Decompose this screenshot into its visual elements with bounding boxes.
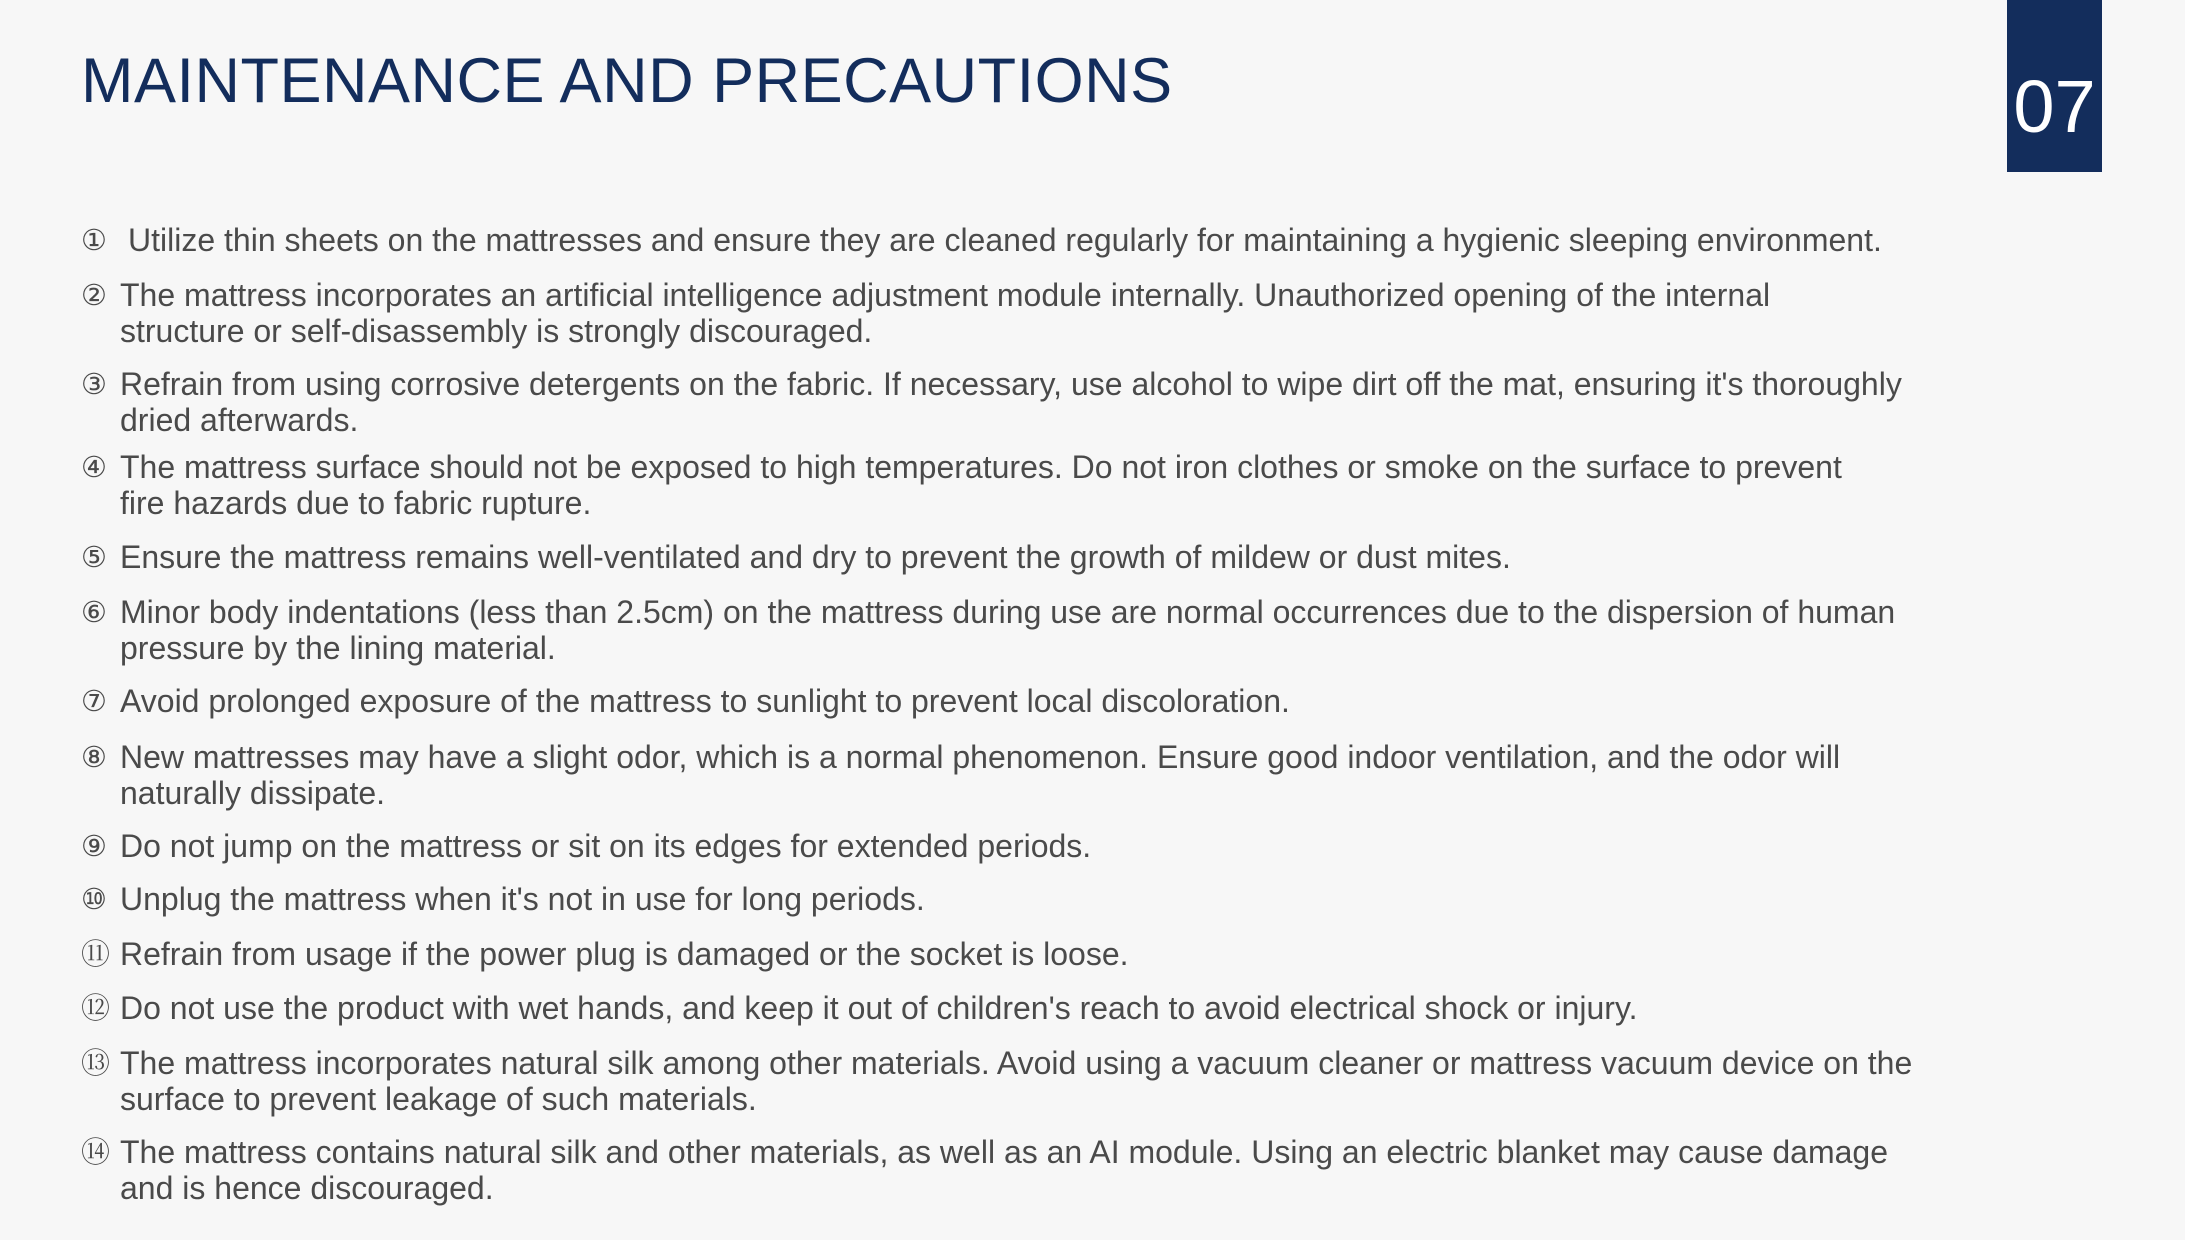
list-item <box>81 222 2121 258</box>
item-text: The mattress incorporates an artificial intelligence adjustment module internally. Unauthorized opening of the internal structure or self-disassembly is strongly discouraged. <box>120 277 1771 349</box>
list-item <box>81 739 2121 811</box>
item-text: Utilize thin sheets on the mattresses and ensure they are cleaned regularly for maintaining a hygienic sleeping environment. <box>128 222 1882 258</box>
list-item <box>81 277 2121 349</box>
item-number: ⑫ <box>81 991 111 1025</box>
list-item <box>81 594 2121 666</box>
page-title: MAINTENANCE AND PRECAUTIONS <box>81 46 1173 116</box>
item-text: Minor body indentations (less than 2.5cm) on the mattress during use are normal occurrences due to the dispersion of human pressure by the lining material. <box>120 594 1896 666</box>
item-number: ⑩ <box>81 882 107 916</box>
item-text: New mattresses may have a slight odor, which is a normal phenomenon. Ensure good indoor ventilation, and the odor will naturally dissipate. <box>120 739 1841 811</box>
list-item <box>81 936 2121 972</box>
list-item <box>81 683 2121 719</box>
item-number: ④ <box>81 450 107 484</box>
list-item <box>81 828 2121 864</box>
item-text: Refrain from using corrosive detergents on the fabric. If necessary, use alcohol to wipe dirt off the mat, ensuring it's thoroughly dried afterwards. <box>120 366 1902 438</box>
list-item <box>81 449 2121 521</box>
item-number: ⑬ <box>81 1046 111 1080</box>
item-text: Refrain from usage if the power plug is damaged or the socket is loose. <box>120 936 1129 972</box>
list-item <box>81 1045 2121 1117</box>
page-number-badge: 07 <box>2007 0 2102 172</box>
item-text: The mattress contains natural silk and other materials, as well as an AI module. Using an electric blanket may cause damage and is hence discouraged. <box>120 1134 1888 1206</box>
item-text: Do not use the product with wet hands, and keep it out of children's reach to avoid electrical shock or injury. <box>120 990 1638 1026</box>
item-number: ⑭ <box>81 1135 111 1169</box>
list-item <box>81 1134 2121 1206</box>
item-number: ⑧ <box>81 740 107 774</box>
item-number: ⑤ <box>81 540 107 574</box>
item-number: ⑪ <box>81 937 111 971</box>
item-text: Unplug the mattress when it's not in use for long periods. <box>120 881 925 917</box>
item-text: Do not jump on the mattress or sit on its edges for extended periods. <box>120 828 1092 864</box>
list-item <box>81 539 2121 575</box>
item-number: ① <box>81 223 107 257</box>
item-number: ⑨ <box>81 829 107 863</box>
item-text: The mattress surface should not be exposed to high temperatures. Do not iron clothes or smoke on the surface to prevent fire hazards due to fabric rupture. <box>120 449 1842 521</box>
item-text: Avoid prolonged exposure of the mattress to sunlight to prevent local discoloration. <box>120 683 1290 719</box>
list-item <box>81 366 2121 438</box>
item-text: The mattress incorporates natural silk among other materials. Avoid using a vacuum cleaner or mattress vacuum device on the surface to prevent leakage of such materials. <box>120 1045 1913 1117</box>
item-number: ⑦ <box>81 684 107 718</box>
item-number: ② <box>81 278 107 312</box>
item-number: ③ <box>81 367 107 401</box>
item-text: Ensure the mattress remains well-ventilated and dry to prevent the growth of mildew or dust mites. <box>120 539 1511 575</box>
list-item <box>81 990 2121 1026</box>
item-number: ⑥ <box>81 595 107 629</box>
list-item <box>81 881 2121 917</box>
